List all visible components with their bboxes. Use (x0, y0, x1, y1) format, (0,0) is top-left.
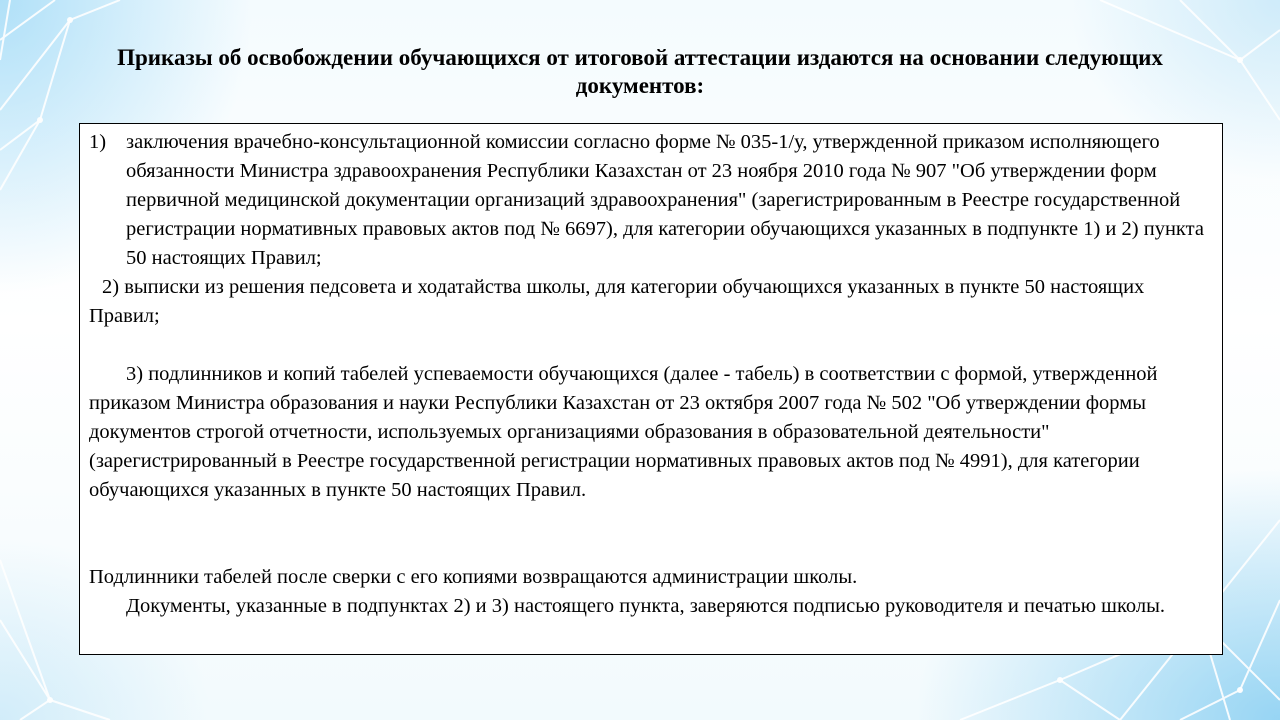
note-certification: Документы, указанные в подпунктах 2) и 3) настоящего пункта, заверяются подписью руководителя и печатью школы. (126, 595, 1165, 617)
list-item-2: 2) выписки из решения педсовета и ходатайства школы, для категории обучающихся указанных в пункте 50 настоящих Правил; (89, 276, 1145, 327)
document-list-box (79, 123, 1223, 655)
list-item-1-text: заключения врачебно-консультационной комиссии согласно форме № 035-1/у, утвержденной приказом исполняющего обязанности Министра здравоохранения Республики Казахстан от 23 ноября 2010 года № 907 "Об утверждении форм первичной медицинской документации организаций здравоохранения" (зарегистрированным в Реестре государственной регистрации нормативных правовых актов под № 6697), для категории обучающихся указанных в подпункте 1) и 2) пункта 50 настоящих Правил; (126, 131, 1204, 269)
list-item-3: 3) подлинников и копий табелей успеваемости обучающихся (далее - табель) в соответствии с формой, утвержденной приказом Министра образования и науки Республики Казахстан от 23 октября 2007 года № 502 "Об утверждении формы документов строгой отчетности, используемых организациями образования в образовательной деятельности" (зарегистрированный в Реестре государственной регистрации нормативных правовых актов под № 4991), для категории обучающихся указанных в пункте 50 настоящих Правил. (89, 363, 1158, 501)
list-item-1 (89, 128, 1212, 273)
slide-title: Приказы об освобождении обучающихся от итоговой аттестации издаются на основании следующих документов: (117, 45, 1163, 98)
note-originals-returned: Подлинники табелей после сверки с его копиями возвращаются администрации школы. (89, 566, 858, 588)
list-item-1-number: 1) (89, 131, 107, 153)
